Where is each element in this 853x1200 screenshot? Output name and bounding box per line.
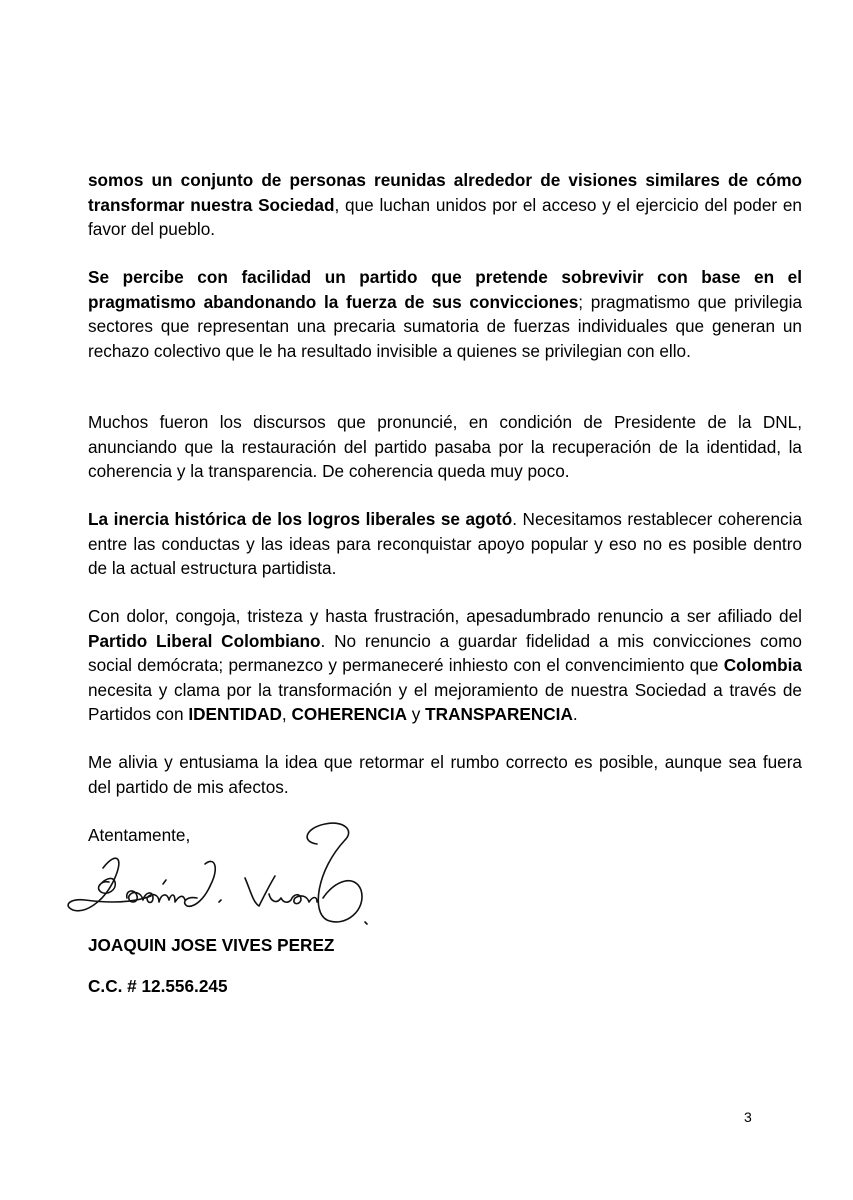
text-segment: Muchos fueron los discursos que pronuncié, en condición de Presidente de la DNL, anunciando que la restauración del partido pasaba por la recuperación de la identidad, la coherencia y la transparencia. De coherencia queda muy poco. <box>88 412 802 481</box>
text-segment: , <box>281 704 292 724</box>
text-segment: y <box>407 704 426 724</box>
paragraph-3 <box>88 410 802 484</box>
bold-text-segment: Partido Liberal Colombiano <box>88 630 321 651</box>
text-segment: necesita y clama por la transformación y el mejoramiento de nuestra Sociedad a través de Partidos con <box>88 679 802 724</box>
text-segment: . <box>572 704 578 724</box>
paragraph-5 <box>88 604 802 727</box>
closing-salutation: Atentamente, <box>88 825 191 845</box>
text-segment: , que luchan unidos por el acceso y el ejercicio del poder en favor del pueblo. <box>88 194 802 239</box>
text-segment: . Necesitamos restablecer coherencia entre las conductas y las ideas para reconquistar apoyo popular y eso no es posible dentro de la actual estructura partidista. <box>88 509 802 578</box>
paragraph-2 <box>88 265 802 363</box>
bold-text-segment: IDENTIDAD <box>188 704 282 724</box>
text-segment: Me alivia y entusiama la idea que retormar el rumbo correcto es posible, aunque sea fuera del partido de mis afectos. <box>88 752 802 797</box>
text-segment: ; pragmatismo que privilegia sectores que representan una precaria sumatoria de fuerzas individuales que generan un rechazo colectivo que le ha resultado invisible a quienes se privilegian con ello. <box>88 291 802 361</box>
text-segment: Con dolor, congoja, tristeza y hasta frustración, apesadumbrado renuncio a ser afiliado del <box>88 606 802 626</box>
signatory-name: JOAQUIN JOSE VIVES PEREZ <box>88 935 335 955</box>
bold-text-segment: TRANSPARENCIA <box>425 704 573 724</box>
bold-text-segment: La inercia histórica de los logros liberales se agotó <box>88 509 513 529</box>
handwritten-signature <box>55 810 395 945</box>
text-segment: . No renuncio a guardar fidelidad a mis convicciones como social demócrata; permanezco y permaneceré inhiesto con el convencimiento que <box>88 630 802 675</box>
page-number: 3 <box>744 1109 752 1125</box>
paragraph-1 <box>88 168 802 242</box>
bold-text-segment: COHERENCIA <box>291 704 408 724</box>
bold-text-segment: Colombia <box>723 655 802 675</box>
id-number: C.C. # 12.556.245 <box>88 976 228 996</box>
bold-text-segment: Se percibe con facilidad un partido que pretende sobrevivir con base en el pragmatismo abandonando la fuerza de sus convicciones <box>88 267 802 312</box>
paragraph-6 <box>88 750 802 799</box>
paragraph-4 <box>88 507 802 581</box>
bold-text-segment: somos un conjunto de personas reunidas alrededor de visiones similares de cómo transformar nuestra Sociedad <box>88 170 802 215</box>
